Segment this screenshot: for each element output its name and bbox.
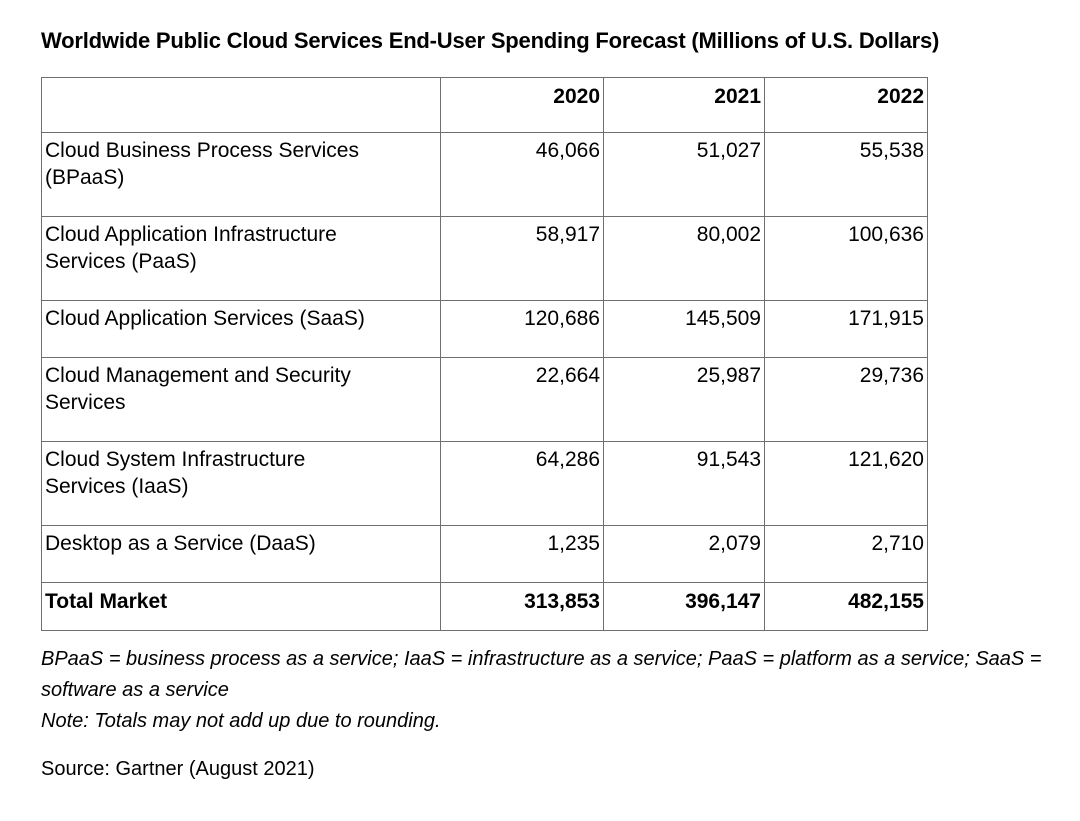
value-cell: 121,620 (765, 442, 928, 526)
value-cell: 51,027 (604, 133, 765, 217)
value-cell: 80,002 (604, 217, 765, 301)
value-cell: 64,286 (441, 442, 604, 526)
table-row (42, 526, 928, 583)
value-cell: 313,853 (441, 583, 604, 631)
spending-table (41, 77, 928, 631)
row-label: Cloud System Infrastructure Services (IaaS) (42, 442, 441, 526)
row-label: Cloud Application Infrastructure Services (PaaS) (42, 217, 441, 301)
rounding-note: Note: Totals may not add up due to rounding. (41, 710, 441, 732)
footnotes (41, 644, 1050, 782)
table-body (42, 133, 928, 631)
page-title: Worldwide Public Cloud Services End-User Spending Forecast (Millions of U.S. Dollars) (41, 28, 940, 53)
row-label: Cloud Business Process Services (BPaaS) (42, 133, 441, 217)
value-cell: 22,664 (441, 358, 604, 442)
total-row (42, 583, 928, 631)
value-cell: 29,736 (765, 358, 928, 442)
table-row (42, 217, 928, 301)
year-column-header: 2021 (604, 78, 765, 133)
table-header (42, 78, 928, 133)
year-column-header: 2022 (765, 78, 928, 133)
value-cell: 1,235 (441, 526, 604, 583)
value-cell: 58,917 (441, 217, 604, 301)
table-row (42, 301, 928, 358)
row-label: Total Market (42, 583, 441, 631)
row-label: Cloud Management and Security Services (42, 358, 441, 442)
table-row (42, 442, 928, 526)
source-line: Source: Gartner (August 2021) (41, 758, 315, 780)
value-cell: 2,710 (765, 526, 928, 583)
row-label: Desktop as a Service (DaaS) (42, 526, 441, 583)
header-row (42, 78, 928, 133)
value-cell: 145,509 (604, 301, 765, 358)
value-cell: 25,987 (604, 358, 765, 442)
row-label: Cloud Application Services (SaaS) (42, 301, 441, 358)
value-cell: 120,686 (441, 301, 604, 358)
year-column-header: 2020 (441, 78, 604, 133)
value-cell: 482,155 (765, 583, 928, 631)
value-cell: 2,079 (604, 526, 765, 583)
value-cell: 46,066 (441, 133, 604, 217)
value-cell: 91,543 (604, 442, 765, 526)
abbreviations-note: BPaaS = business process as a service; IaaS = infrastructure as a service; PaaS = platform as a service; SaaS = software as a service (41, 648, 1042, 701)
value-cell: 396,147 (604, 583, 765, 631)
table-row (42, 358, 928, 442)
value-cell: 171,915 (765, 301, 928, 358)
value-cell: 55,538 (765, 133, 928, 217)
value-cell: 100,636 (765, 217, 928, 301)
corner-cell (42, 78, 441, 133)
table-row (42, 133, 928, 217)
